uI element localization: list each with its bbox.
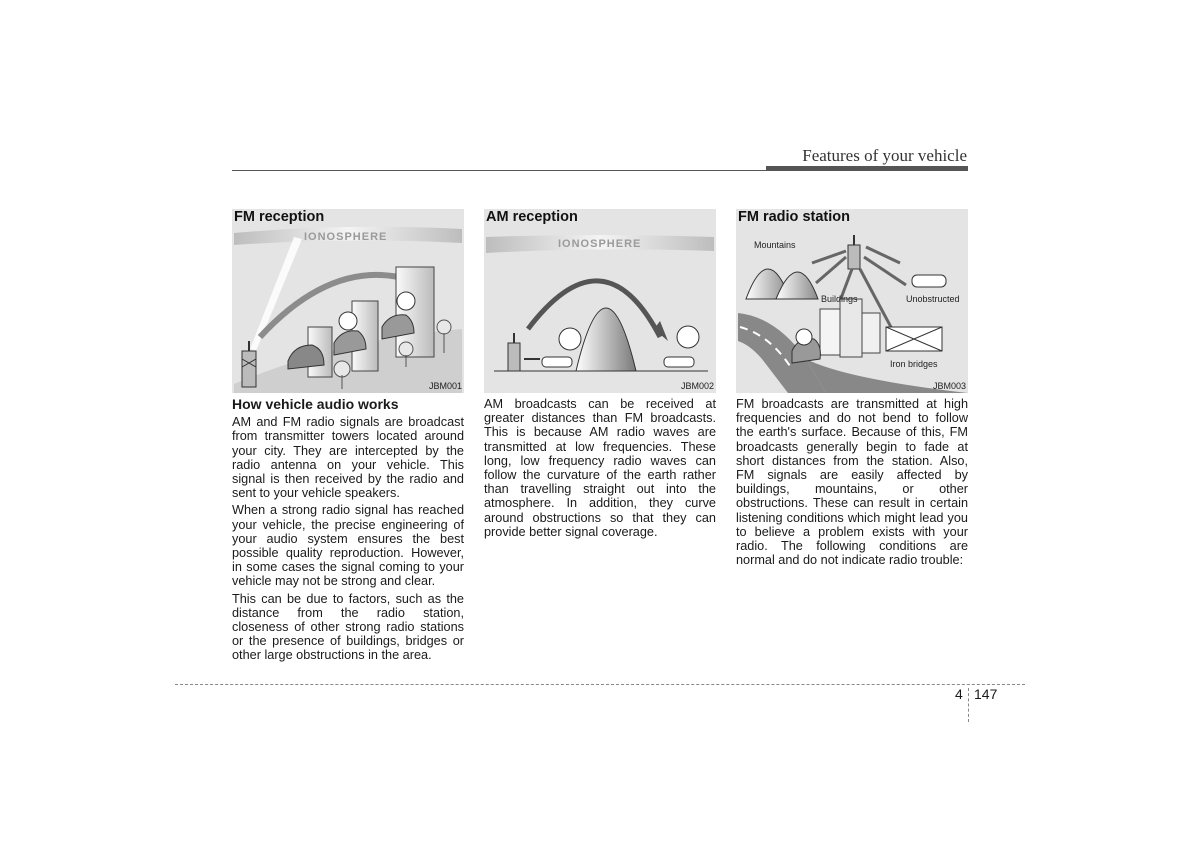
figure-code: JBM001: [428, 381, 462, 391]
column-2: [484, 397, 716, 542]
chapter-number: 4: [955, 686, 963, 702]
paragraph: AM and FM radio signals are broadcast from transmitter towers located around your city. They are intercepted by the radio antenna on your vehicle. This signal is then received by the radio and sent to your vehicle speakers.: [232, 415, 464, 501]
figure-title: FM reception: [234, 209, 325, 225]
figure-title: FM radio station: [738, 209, 850, 225]
footer-rule: [175, 684, 1025, 685]
label-unobstructed: Unobstructed: [906, 294, 960, 304]
transmitter-tower-icon: [848, 235, 860, 269]
car-icon-1: [288, 345, 324, 369]
car-icon-left: [542, 357, 572, 367]
figure-fm-radio-station: [736, 209, 968, 393]
fm-station-illustration: [736, 209, 968, 393]
building-2: [840, 299, 862, 357]
signal-beam: [250, 237, 302, 351]
figure-title: AM reception: [486, 209, 578, 225]
am-reception-illustration: [484, 209, 716, 393]
building-3: [862, 313, 880, 353]
figure-code: JBM003: [932, 381, 966, 391]
building-1: [820, 309, 840, 355]
page-number: 147: [974, 686, 998, 702]
ionosphere-label: IONOSPHERE: [304, 231, 388, 243]
paragraph: This can be due to factors, such as the distance from the radio station, closeness of other strong radio stations or the presence of buildings, bridges or other large obstructions in the area.: [232, 591, 464, 663]
label-iron-bridges: Iron bridges: [890, 359, 938, 369]
figure-am-reception: [484, 209, 716, 393]
section-heading: How vehicle audio works: [232, 396, 399, 412]
footer-divider: [968, 688, 969, 722]
mountain: [576, 308, 636, 371]
column-1: [232, 397, 464, 666]
speech-bubble-question: [796, 329, 812, 345]
speech-bubble-music: [397, 292, 415, 310]
header-rule-accent: [766, 166, 968, 171]
figure-code: JBM002: [680, 381, 714, 391]
speech-bubble-static: [339, 312, 357, 330]
mountain-2: [776, 272, 818, 299]
speech-bubble-music-2: [677, 326, 699, 348]
page-header-title: Features of your vehicle: [802, 146, 967, 165]
fm-reception-illustration: [232, 209, 464, 393]
car-icon-right: [664, 357, 694, 367]
paragraph: FM broadcasts are transmitted at high frequencies and do not bend to follow the earth's surface. Because of this, FM broadcasts generally begin to fade at short distances from the station. Also, FM signals are easily affected by buildings, mountains, or other obstructions. These can result in certain listening conditions which might lead you to believe a problem exists with your radio. The following conditions are normal and do not indicate radio trouble:: [736, 397, 968, 568]
column-3: [736, 397, 968, 570]
transmitter-tower-icon: [508, 333, 520, 371]
ionosphere-label: IONOSPHERE: [558, 238, 642, 250]
speech-bubble-music: [559, 328, 581, 350]
paragraph: AM broadcasts can be received at greater distances than FM broadcasts. This is because AM radio waves are transmitted at low frequencies. These long, low frequency radio waves can follow the curvature of the earth rather than travelling straight out into the atmosphere. In addition, they curve around obstructions so that they can provide better signal coverage.: [484, 397, 716, 539]
figure-fm-reception: [232, 209, 464, 393]
iron-bridge-icon: [886, 327, 942, 351]
car-icon-unobstructed: [912, 275, 946, 287]
label-buildings: Buildings: [821, 294, 858, 304]
label-mountains: Mountains: [754, 240, 796, 250]
paragraph: When a strong radio signal has reached your vehicle, the precise engineering of your audio system ensures the best possible quality reproduction. However, in some cases the signal coming to your vehicle may not be strong and clear.: [232, 503, 464, 589]
